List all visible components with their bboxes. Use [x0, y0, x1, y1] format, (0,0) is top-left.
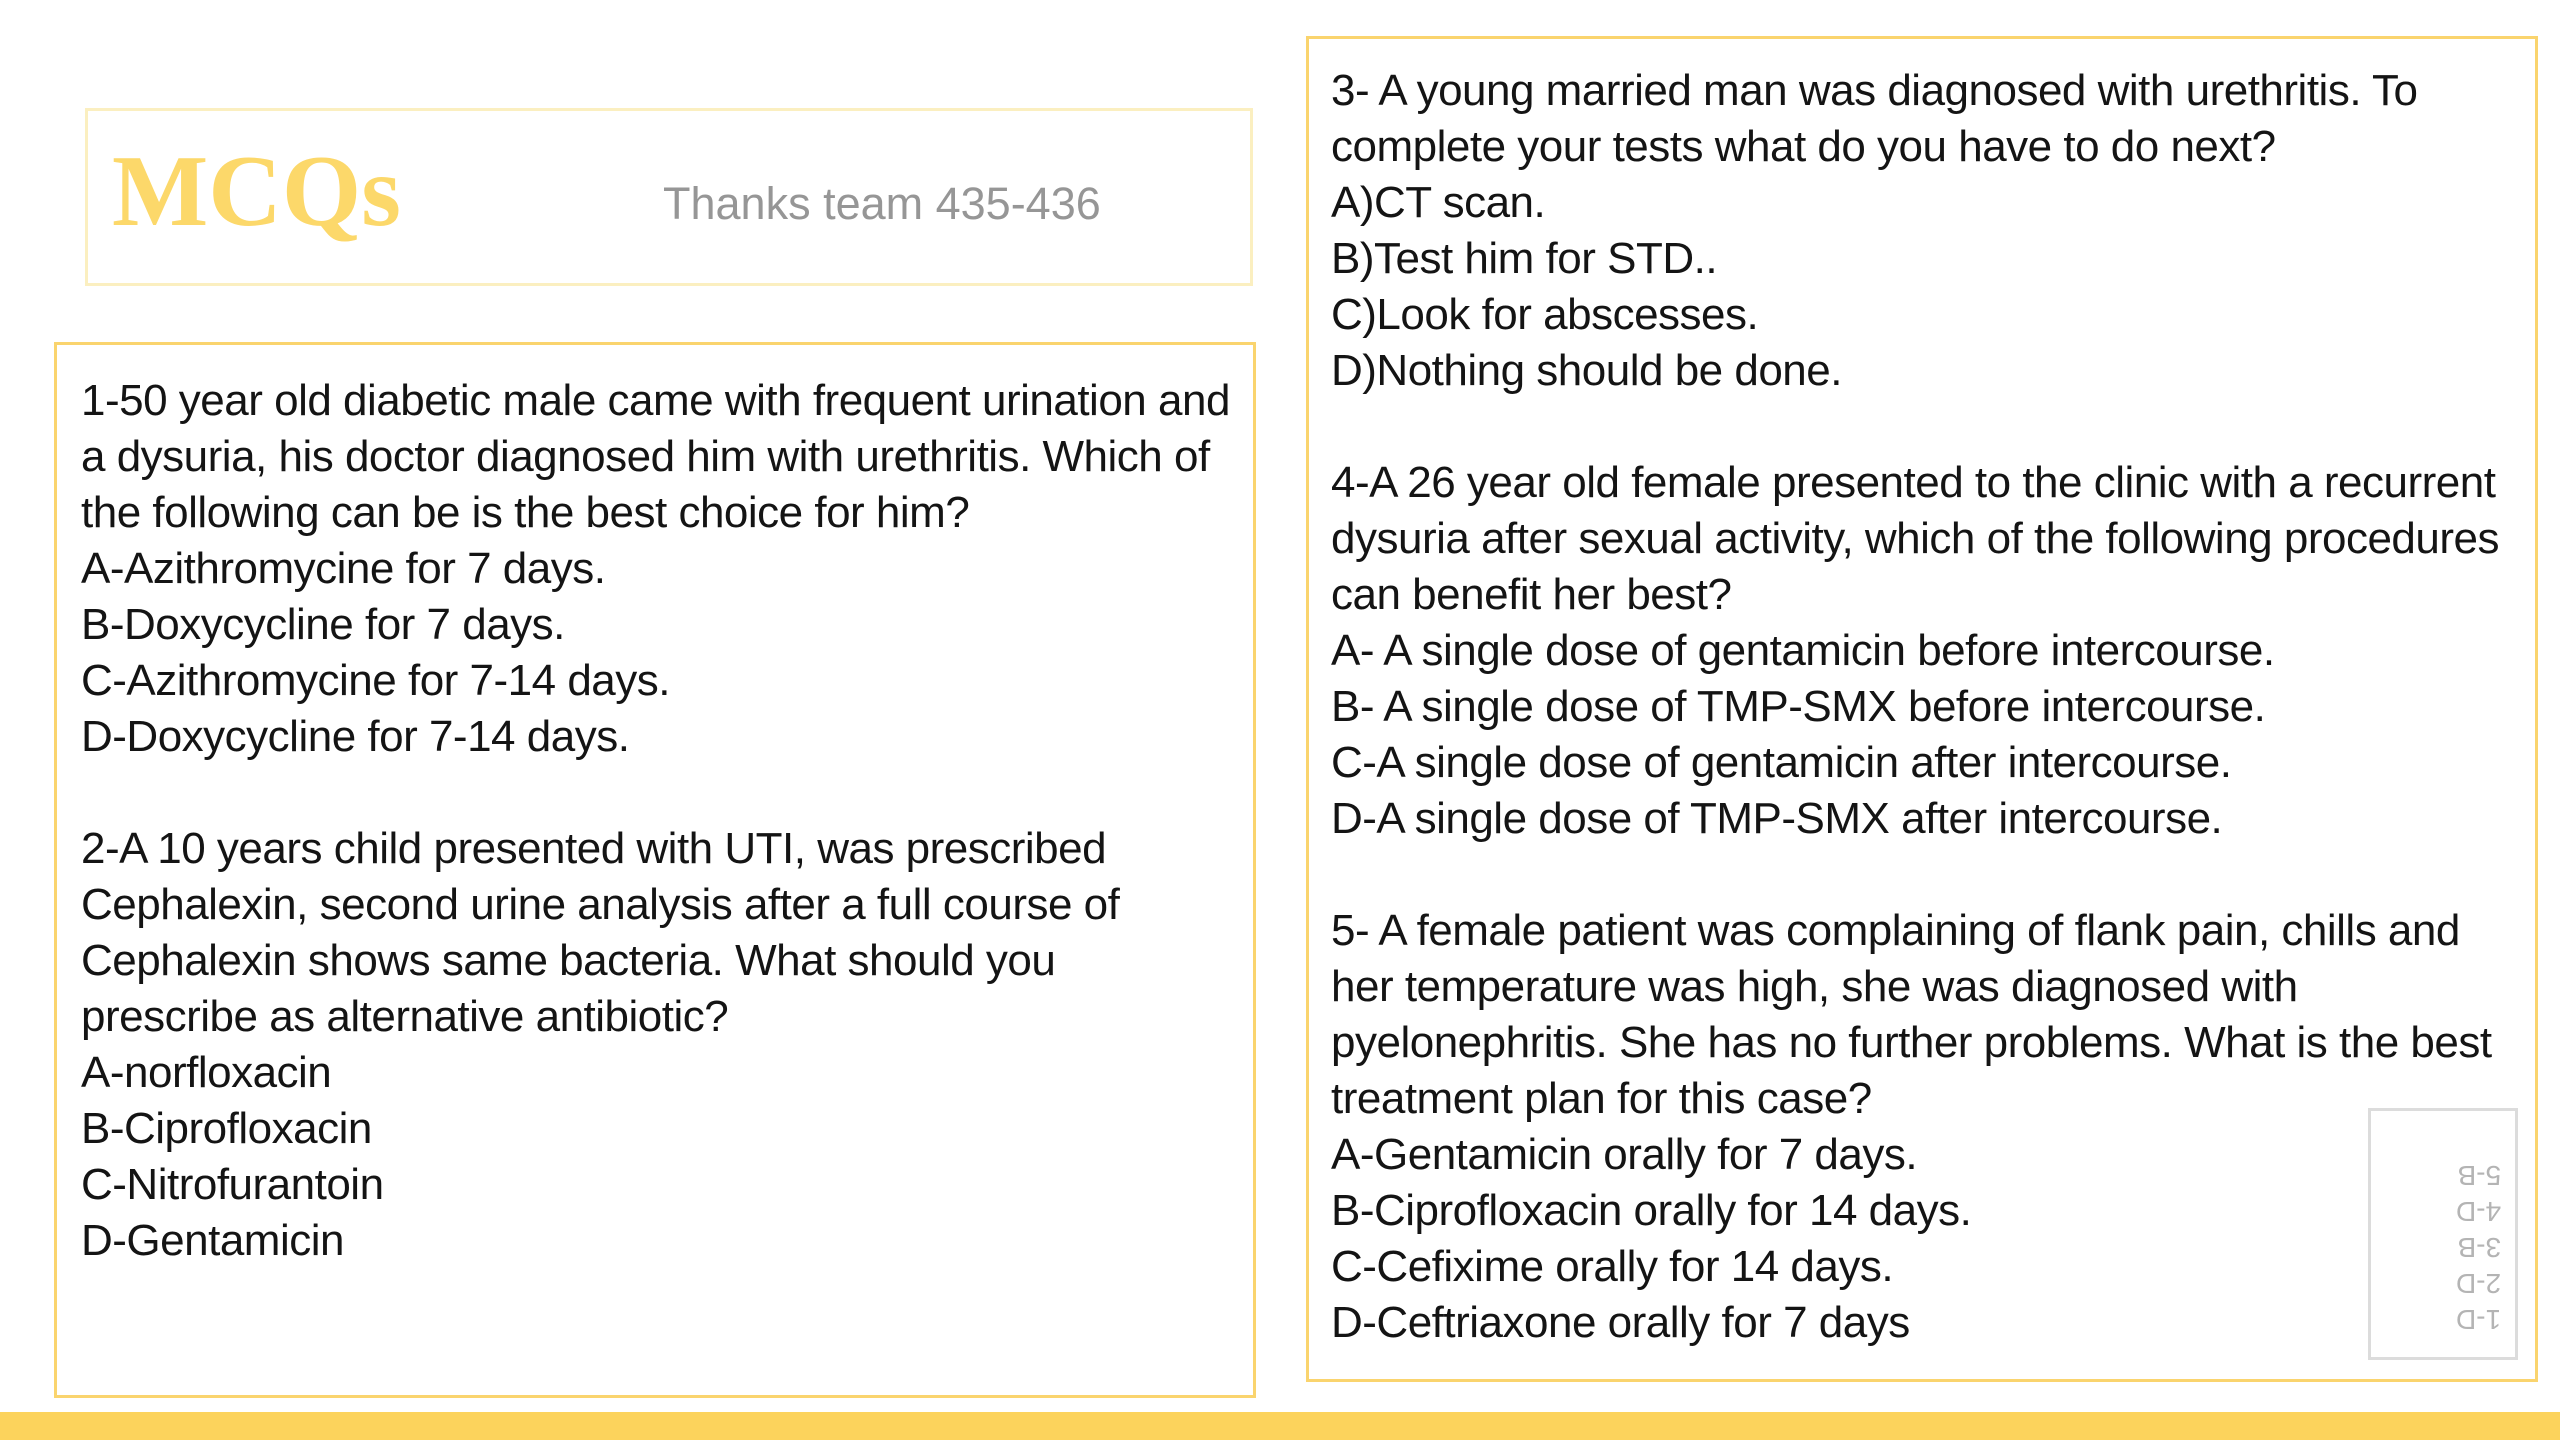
option-a: A)CT scan. — [1331, 178, 1546, 227]
answer-key-box — [2368, 1108, 2518, 1360]
question-stem: 1-50 year old diabetic male came with frequent urination and a dysuria, his doctor diagnosed him with urethritis. Which of the following can be is the best choice for him? — [81, 376, 1230, 537]
option-c: C-Cefixime orally for 14 days. — [1331, 1242, 1894, 1291]
question-stem: 5- A female patient was complaining of flank pain, chills and her temperature was high, she was diagnosed with pyelonephritis. She has no further problems. What is the best treatment plan for this case? — [1331, 906, 2492, 1123]
questions-panel-left — [54, 342, 1256, 1398]
questions-panel-right — [1306, 36, 2538, 1382]
option-d: D-A single dose of TMP-SMX after intercourse. — [1331, 794, 2223, 843]
option-d: D)Nothing should be done. — [1331, 346, 1842, 395]
question-3 — [1331, 63, 2515, 399]
option-list — [1331, 1127, 2515, 1351]
answer-5: 5-B — [2457, 1160, 2501, 1191]
answer-1: 1-D — [2455, 1304, 2501, 1335]
page-title: MCQs — [112, 135, 401, 248]
option-list — [1331, 175, 2515, 399]
option-c: C-A single dose of gentamicin after intercourse. — [1331, 738, 2232, 787]
question-stem: 2-A 10 years child presented with UTI, was prescribed Cephalexin, second urine analysis after a full course of Cephalexin shows same bacteria. What should you prescribe as alternative antibiotic? — [81, 824, 1120, 1041]
answer-key — [2456, 1157, 2501, 1337]
question-2 — [81, 821, 1233, 1269]
answer-2: 2-D — [2455, 1268, 2501, 1299]
answer-4: 4-D — [2455, 1196, 2501, 1227]
option-b: B- A single dose of TMP-SMX before intercourse. — [1331, 682, 2266, 731]
option-d: D-Ceftriaxone orally for 7 days — [1331, 1298, 1910, 1347]
option-a: A- A single dose of gentamicin before intercourse. — [1331, 626, 2275, 675]
option-a: A-norfloxacin — [81, 1048, 332, 1097]
option-d: D-Doxycycline for 7-14 days. — [81, 712, 630, 761]
option-c: C)Look for abscesses. — [1331, 290, 1759, 339]
option-b: B-Ciprofloxacin orally for 14 days. — [1331, 1186, 1972, 1235]
question-stem: 4-A 26 year old female presented to the clinic with a recurrent dysuria after sexual activity, which of the following procedures can benefit her best? — [1331, 458, 2499, 619]
option-a: A-Azithromycine for 7 days. — [81, 544, 606, 593]
option-b: B-Ciprofloxacin — [81, 1104, 372, 1153]
option-list — [81, 541, 1233, 765]
question-stem: 3- A young married man was diagnosed with urethritis. To complete your tests what do you have to do next? — [1331, 66, 2418, 171]
option-b: B-Doxycycline for 7 days. — [81, 600, 565, 649]
answer-3: 3-B — [2457, 1232, 2501, 1263]
option-list — [81, 1045, 1233, 1269]
option-list — [1331, 623, 2515, 847]
question-4 — [1331, 455, 2515, 847]
option-b: B)Test him for STD.. — [1331, 234, 1718, 283]
option-c: C-Azithromycine for 7-14 days. — [81, 656, 670, 705]
title-box — [85, 108, 1253, 286]
option-a: A-Gentamicin orally for 7 days. — [1331, 1130, 1918, 1179]
footer-accent-bar — [0, 1412, 2560, 1440]
option-c: C-Nitrofurantoin — [81, 1160, 384, 1209]
option-d: D-Gentamicin — [81, 1216, 344, 1265]
page-subtitle: Thanks team 435-436 — [663, 178, 1101, 229]
question-1 — [81, 373, 1233, 765]
question-5 — [1331, 903, 2515, 1351]
